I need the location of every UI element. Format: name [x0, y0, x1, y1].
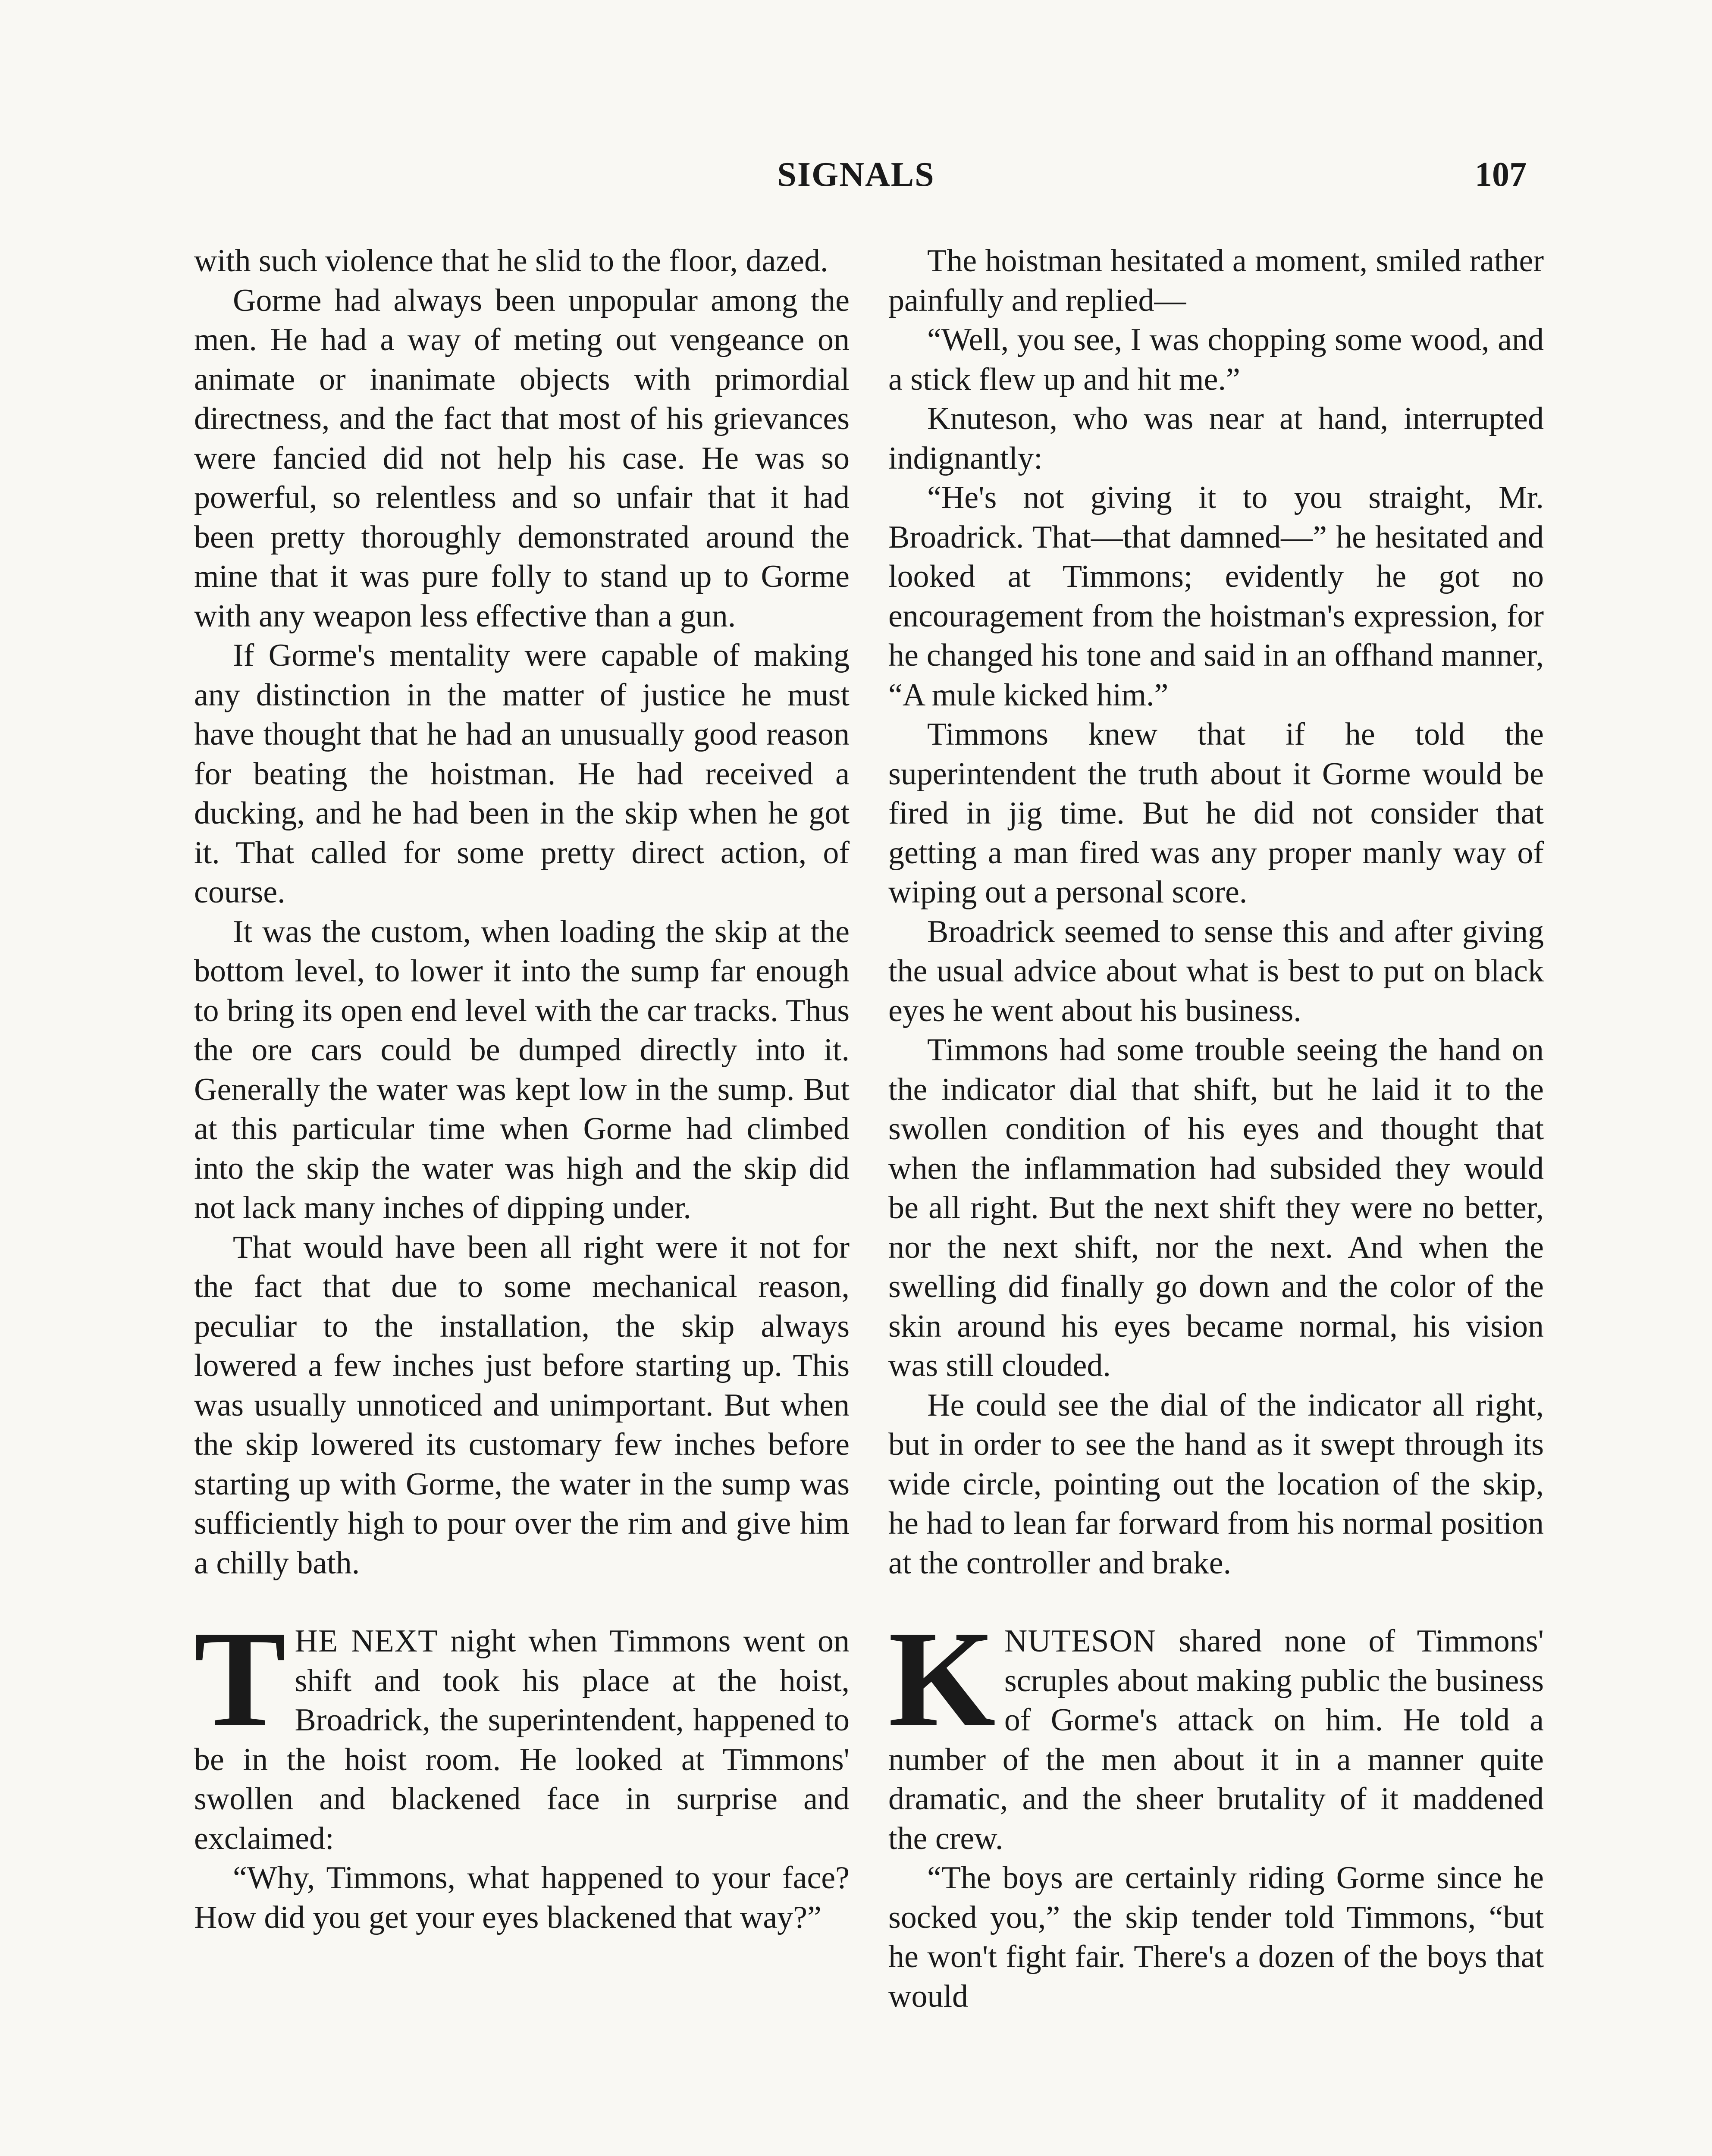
running-title: SIGNALS [777, 156, 935, 194]
paragraph: Knuteson, who was near at hand, interrupted indignantly: [888, 401, 1544, 476]
paragraph: If Gorme's mentality were capable of making any distinction in the matter of justice he must have thought that he had an unusually good reason for beating the hoistman. He had received a ducking, and he had been in the skip when he got it. That called for some pretty direct action, of course. [194, 638, 850, 910]
drop-cap: K [888, 1603, 996, 1755]
paragraph: Timmons knew that if he told the superintendent the truth about it Gorme would be fired in jig time. But he did not consider that getting a man fired was any proper manly way of wiping out a personal score. [888, 717, 1544, 910]
paragraph-text: shared none of Timmons' scruples about making public the business of Gorme's attack on him. He told a number of the men about it in a manner quite dramatic, and the sheer brutality of it maddened the crew. [888, 1623, 1544, 1856]
page-number: 107 [1475, 156, 1527, 194]
paragraph: Broadrick seemed to sense this and after giving the usual advice about what is best to put on black eyes he went about his business. [888, 914, 1544, 1028]
paragraph-text: night when Timmons went on shift and took his place at the hoist, Broadrick, the superintendent, happened to be in the hoist room. He looked at Timmons' swollen and blackened face in surprise and exclaimed: [194, 1623, 850, 1856]
left-column [194, 241, 850, 1937]
paragraph: “The boys are certainly riding Gorme since he socked you,” the skip tender told Timmons, “but he won't fight fair. There's a dozen of the boys that would [888, 1860, 1544, 2014]
paragraph: with such violence that he slid to the floor, dazed. [194, 243, 828, 279]
section-break [194, 1583, 850, 1622]
section-opening-paragraph [194, 1603, 850, 1858]
paragraph: Gorme had always been unpopular among the men. He had a way of meting out vengeance on animate or inanimate objects with primordial directness, and the fact that most of his grievances were fancied did not help his case. He was so powerful, so relentless and so unfair that it had been pretty thoroughly demonstrated around the mine that it was pure folly to stand up to Gorme with any weapon less effective than a gun. [194, 282, 850, 634]
paragraph: “He's not giving it to you straight, Mr. Broadrick. That—that damned—” he hesitated and looked at Timmons; evidently he got no encouragement from the hoistman's expression, for he changed his tone and said in an offhand manner, “A mule kicked him.” [888, 480, 1544, 713]
paragraph: The hoistman hesitated a moment, smiled rather painfully and replied— [888, 243, 1544, 318]
section-opening-paragraph [888, 1603, 1544, 1858]
paragraph: That would have been all right were it not for the fact that due to some mechanical reason, peculiar to the installation, the skip always lowered a few inches just before starting up. This was usually unnoticed and unimportant. But when the skip lowered its customary few inches before starting up with Gorme, the water in the sump was sufficiently high to pour over the rim and give him a chilly bath. [194, 1229, 850, 1581]
lead-in-caps: HE NEXT [295, 1623, 438, 1659]
paragraph: It was the custom, when loading the skip at the bottom level, to lower it into the sump far enough to bring its open end level with the car tracks. Thus the ore cars could be dumped directly into it. Generally the water was kept low in the sump. But at this particular time when Gorme had climbed into the skip the water was high and the skip did not lack many inches of dipping under. [194, 914, 850, 1225]
right-column [888, 241, 1544, 2016]
drop-cap: T [194, 1603, 286, 1755]
paragraph: “Why, Timmons, what happened to your face? How did you get your eyes blackened that way?” [194, 1860, 850, 1935]
paragraph: He could see the dial of the indicator all right, but in order to see the hand as it swept through its wide circle, pointing out the location of the skip, he had to lean far forward from his normal position at the controller and brake. [888, 1387, 1544, 1581]
paragraph: Timmons had some trouble seeing the hand on the indicator dial that shift, but he laid it to the swollen condition of his eyes and thought that when the inflammation had subsided they would be all right. But the next shift they were no better, nor the next shift, nor the next. And when the swelling did finally go down and the color of the skin around his eyes became normal, his vision was still clouded. [888, 1032, 1544, 1383]
lead-in-caps: NUTESON [1004, 1623, 1157, 1659]
paragraph: “Well, you see, I was chopping some wood, and a stick flew up and hit me.” [888, 322, 1544, 397]
